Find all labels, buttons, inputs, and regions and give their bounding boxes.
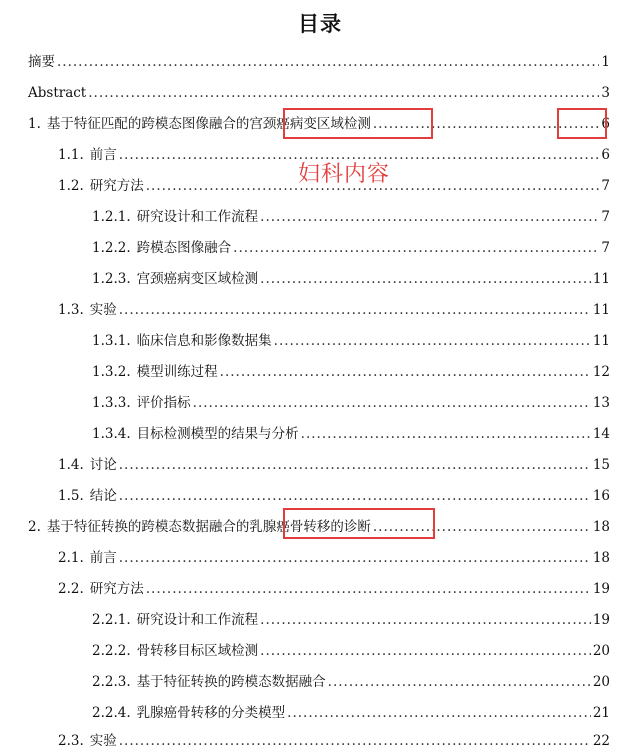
- toc-page-number: 20: [592, 674, 610, 690]
- toc-entry-text: 实验: [89, 302, 117, 318]
- toc-entry-number: 1.4.: [58, 457, 84, 473]
- toc-entry-number: 1.3.: [58, 302, 84, 318]
- toc-leader-dots: [373, 516, 591, 538]
- toc-entry[interactable]: [92, 206, 610, 228]
- toc-entry-number: 2.2.3.: [92, 674, 131, 690]
- toc-entry[interactable]: [28, 113, 610, 135]
- toc-entry-text: 乳腺癌骨转移的分类模型: [136, 705, 286, 721]
- toc-page-number: 11: [592, 271, 610, 287]
- toc-entry-number: 1.2.: [58, 178, 84, 194]
- page-title: 目录: [298, 12, 342, 36]
- toc-entry[interactable]: [58, 578, 610, 600]
- toc-entry[interactable]: [92, 671, 610, 693]
- toc-entry[interactable]: [92, 237, 610, 259]
- toc-entry[interactable]: [58, 454, 610, 476]
- toc-entry-text: 摘要: [28, 54, 55, 70]
- toc-entry[interactable]: [92, 640, 610, 662]
- toc-leader-dots: [119, 299, 591, 321]
- toc-leader-dots: [373, 113, 600, 135]
- toc-leader-dots: [328, 671, 591, 693]
- toc-entry[interactable]: [92, 330, 610, 352]
- toc-leader-dots: [146, 578, 591, 600]
- toc-page-number: 18: [592, 519, 610, 535]
- toc-entry[interactable]: [92, 609, 610, 631]
- toc-leader-dots: [260, 640, 591, 662]
- toc-leader-dots: [88, 82, 599, 104]
- toc-leader-dots: [119, 547, 591, 569]
- toc-entry-number: 1.1.: [58, 147, 84, 163]
- toc-entry[interactable]: [58, 485, 610, 507]
- toc-page-number: 21: [592, 705, 610, 721]
- toc-entry-number: 1.3.4.: [92, 426, 131, 442]
- toc-entry[interactable]: [28, 82, 610, 104]
- toc-page-number: 6: [601, 116, 610, 132]
- toc-entry-text: 前言: [89, 550, 117, 566]
- toc-entry-text: 前言: [89, 147, 117, 163]
- toc-page-number: 16: [592, 488, 610, 504]
- toc-entry-text: 临床信息和影像数据集: [136, 333, 272, 349]
- toc-entry[interactable]: [92, 702, 610, 724]
- toc-entry-number: 1.3.3.: [92, 395, 131, 411]
- toc-leader-dots: [287, 702, 591, 724]
- toc-page-number: 19: [592, 581, 610, 597]
- toc-leader-dots: [193, 392, 591, 414]
- toc-entry[interactable]: [28, 51, 610, 73]
- toc-leader-dots: [260, 268, 591, 290]
- toc-entry-text: 实验: [89, 733, 117, 749]
- toc-entry-text: 骨转移目标区域检测: [136, 643, 259, 659]
- toc-entry[interactable]: [58, 299, 610, 321]
- toc-entry-text: 讨论: [89, 457, 117, 473]
- toc-page-number: 15: [592, 457, 610, 473]
- toc-entry-number: 2.2.: [58, 581, 84, 597]
- toc-entry-text: 宫颈癌病变区域检测: [136, 271, 259, 287]
- toc-entry-text: Abstract: [28, 85, 87, 101]
- toc-entry-number: 2.: [28, 519, 41, 535]
- toc-entry-text: 研究方法: [89, 581, 144, 597]
- toc-leader-dots: [233, 237, 599, 259]
- toc-page-number: 7: [601, 240, 610, 256]
- toc-leader-dots: [119, 730, 591, 752]
- toc-page-number: 3: [601, 85, 610, 101]
- toc-entry-number: 2.2.1.: [92, 612, 131, 628]
- toc-entry-text: 研究设计和工作流程: [136, 612, 259, 628]
- toc-entry[interactable]: [58, 547, 610, 569]
- toc-leader-dots: [220, 361, 591, 383]
- toc-page-number: 22: [592, 733, 610, 749]
- toc-entry-text: 模型训练过程: [136, 364, 218, 380]
- toc-entry-text: 基于特征转换的跨模态数据融合: [136, 674, 326, 690]
- toc-entry-text: 结论: [89, 488, 117, 504]
- toc-page-number: 7: [601, 178, 610, 194]
- toc-entry-number: 2.2.2.: [92, 643, 131, 659]
- toc-page-number: 6: [601, 147, 610, 163]
- toc-leader-dots: [119, 485, 591, 507]
- toc-entry-text: 研究方法: [89, 178, 144, 194]
- toc-entry-text: 评价指标: [136, 395, 191, 411]
- toc-entry[interactable]: [58, 730, 610, 752]
- toc-page-number: 12: [592, 364, 610, 380]
- toc-entry[interactable]: [92, 268, 610, 290]
- toc-leader-dots: [274, 330, 591, 352]
- toc-page-number: 14: [592, 426, 610, 442]
- toc-leader-dots: [119, 454, 591, 476]
- toc-entry-number: 1.2.2.: [92, 240, 131, 256]
- toc-entry-text: 研究设计和工作流程: [136, 209, 259, 225]
- toc-page-number: 19: [592, 612, 610, 628]
- toc-page-number: 11: [592, 333, 610, 349]
- toc-entry-number: 1.3.1.: [92, 333, 131, 349]
- toc-entry-number: 1.2.3.: [92, 271, 131, 287]
- toc-page-number: 11: [592, 302, 610, 318]
- toc-entry[interactable]: [92, 423, 610, 445]
- toc-entry-number: 2.3.: [58, 733, 84, 749]
- toc-page-number: 18: [592, 550, 610, 566]
- toc-entry-number: 2.1.: [58, 550, 84, 566]
- toc-entry-number: 1.: [28, 116, 41, 132]
- toc-entry-text: 基于特征匹配的跨模态图像融合的宫颈癌病变区域检测: [46, 116, 371, 132]
- toc-page-number: 1: [601, 54, 610, 70]
- toc-entry-text: 目标检测模型的结果与分析: [136, 426, 299, 442]
- toc-page-number: 7: [601, 209, 610, 225]
- toc-leader-dots: [301, 423, 591, 445]
- toc-page-number: 20: [592, 643, 610, 659]
- toc-entry-number: 2.2.4.: [92, 705, 131, 721]
- toc-entry-text: 基于特征转换的跨模态数据融合的乳腺癌骨转移的诊断: [46, 519, 371, 535]
- toc-leader-dots: [260, 609, 591, 631]
- toc-leader-dots: [260, 206, 599, 228]
- toc-entry-number: 1.5.: [58, 488, 84, 504]
- toc-entry-number: 1.3.2.: [92, 364, 131, 380]
- toc-leader-dots: [57, 51, 599, 73]
- annotation-label: 妇科内容: [298, 162, 391, 187]
- toc-entry-text: 跨模态图像融合: [136, 240, 232, 256]
- toc-entry-number: 1.2.1.: [92, 209, 131, 225]
- toc-entry[interactable]: [92, 392, 610, 414]
- toc-page-number: 13: [592, 395, 610, 411]
- toc-entry[interactable]: [28, 516, 610, 538]
- toc-entry[interactable]: [92, 361, 610, 383]
